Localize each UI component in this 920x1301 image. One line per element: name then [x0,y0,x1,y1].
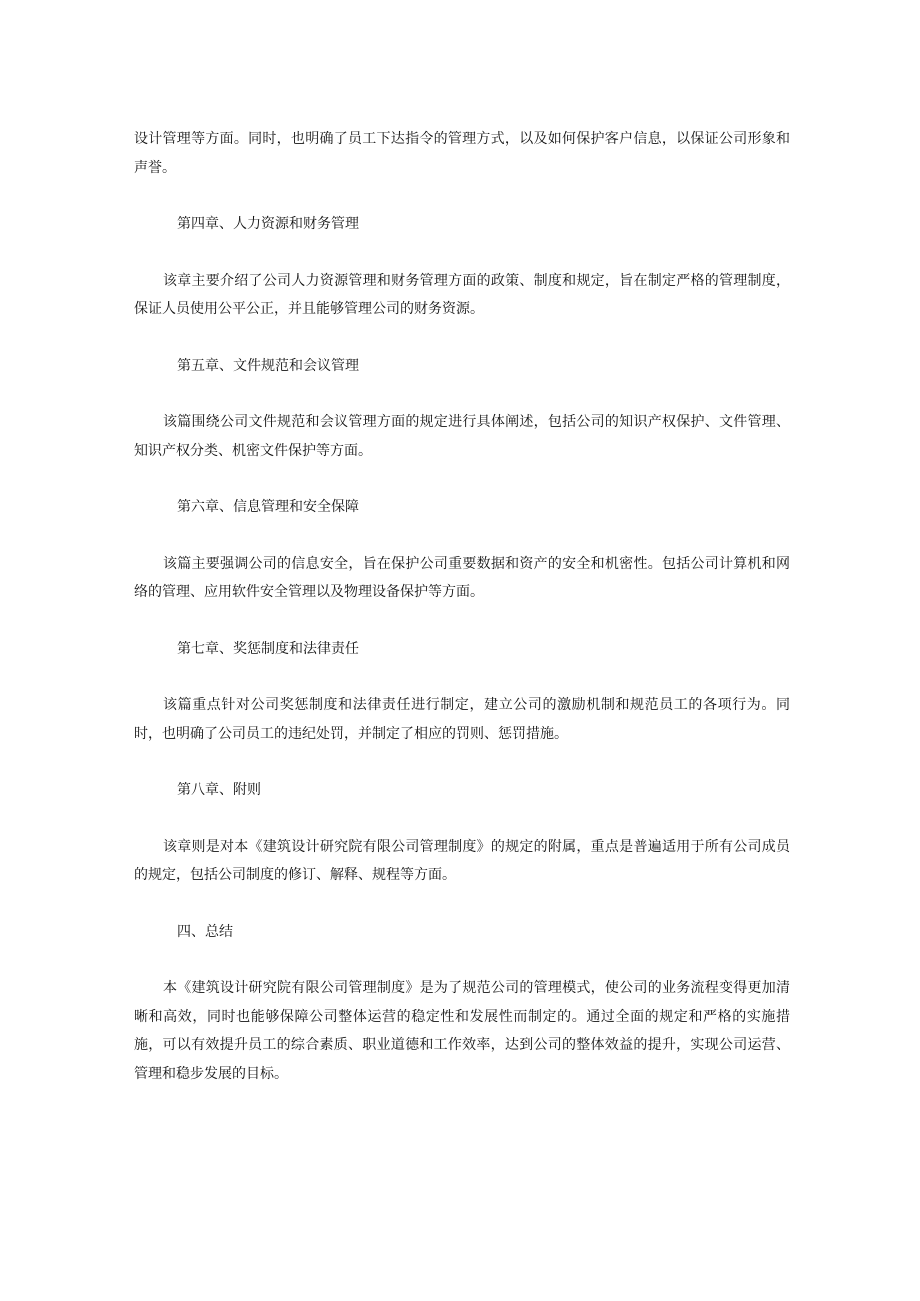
chapter-8-paragraph: 该章则是对本《建筑设计研究院有限公司管理制度》的规定的附属，重点是普遍适用于所有公司成员的规定，包括公司制度的修订、解释、规程等方面。 [134,838,790,883]
chapter-6-heading: 第六章、信息管理和安全保障 [177,499,359,515]
chapter-6-paragraph: 该篇主要强调公司的信息安全，旨在保护公司重要数据和资产的安全和机密性。包括公司计算机和网络的管理、应用软件安全管理以及物理设备保护等方面。 [134,555,790,600]
spacer [134,748,790,776]
continuation-paragraph: 设计管理等方面。同时，也明确了员工下达指令的管理方式，以及如何保护客户信息，以保证公司形象和声誉。 [134,131,790,176]
spacer [134,946,790,974]
summary-heading: 四、总结 [177,923,233,940]
spacer [134,239,790,267]
document-page [134,125,790,1088]
chapter-4-paragraph: 该章主要介绍了公司人力资源管理和财务管理方面的政策、制度和规定，旨在制定严格的管理制度，保证人员使用公平公正，并且能够管理公司的财务资源。 [134,272,790,317]
spacer [134,805,790,833]
chapter-5-paragraph: 该篇围绕公司文件规范和会议管理方面的规定进行具体阐述，包括公司的知识产权保护、文件管理、知识产权分类、机密文件保护等方面。 [134,414,790,459]
spacer [134,890,790,918]
spacer [134,522,790,550]
chapter-8-heading: 第八章、附则 [177,782,261,798]
spacer [134,380,790,408]
chapter-5-heading: 第五章、文件规范和会议管理 [177,357,359,374]
chapter-4-heading: 第四章、人力资源和财务管理 [177,216,359,232]
summary-paragraph: 本《建筑设计研究院有限公司管理制度》是为了规范公司的管理模式，使公司的业务流程变得更加清晰和高效，同时也能够保障公司整体运营的稳定性和发展性而制定的。通过全面的规定和严格的实施措施，可以有效提升员工的综合素质、职业道德和工作效率，达到公司的整体效益的提升，实现公司运营、管理和稳步发展的目标。 [134,980,790,1082]
spacer [134,324,790,352]
spacer [134,607,790,635]
spacer [134,465,790,493]
spacer [134,182,790,210]
spacer [134,663,790,691]
chapter-7-paragraph: 该篇重点针对公司奖惩制度和法律责任进行制定，建立公司的激励机制和规范员工的各项行为。同时，也明确了公司员工的违纪处罚，并制定了相应的罚则、惩罚措施。 [134,697,790,742]
chapter-7-heading: 第七章、奖惩制度和法律责任 [177,640,359,657]
